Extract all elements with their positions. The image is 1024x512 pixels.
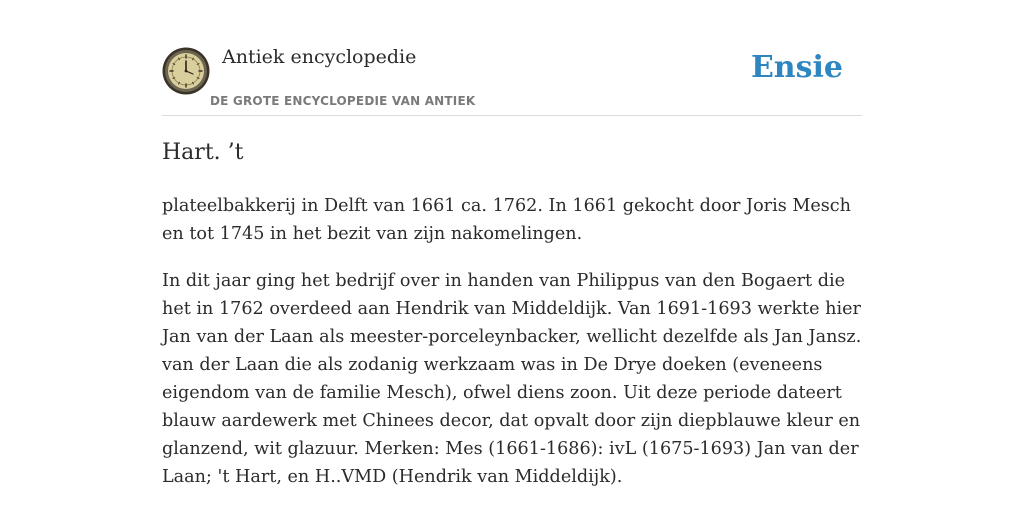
article-title: Hart. ’t xyxy=(162,140,244,165)
site-title[interactable]: Antiek encyclopedie xyxy=(222,46,417,68)
article-paragraph: In dit jaar ging het bedrijf over in handen van Philippus van den Bogaert die het in 1762 overdeed aan Hendrik van Middeldijk. Van 1691-1693 werkte hier Jan van der Laan als meester-porceleynbacker, wellicht dezelfde als Jan Jansz. van der Laan die als zodanig werkzaam was in De Drye doeken (eveneens eigendom van de familie Mesch), ofwel diens zoon. Uit deze periode dateert blauw aardewerk met Chinees decor, dat opvalt door zijn diepblauwe kleur en glanzend, wit glazuur. Merken: Mes (1661-1686): ivL (1675-1693) Jan van der Laan; 't Hart, en H..VMD (Hendrik van Middeldijk). xyxy=(162,271,862,487)
clock-icon[interactable] xyxy=(162,47,210,95)
site-subtitle: DE GROTE ENCYCLOPEDIE VAN ANTIEK xyxy=(210,94,476,108)
article-paragraph: plateelbakkerij in Delft van 1661 ca. 1762. In 1661 gekocht door Joris Mesch en tot 1745 in het bezit van zijn nakomelingen. xyxy=(162,196,851,244)
article-body xyxy=(162,192,874,510)
site-header xyxy=(162,0,862,116)
brand-logo-link[interactable]: Ensie xyxy=(750,50,843,85)
